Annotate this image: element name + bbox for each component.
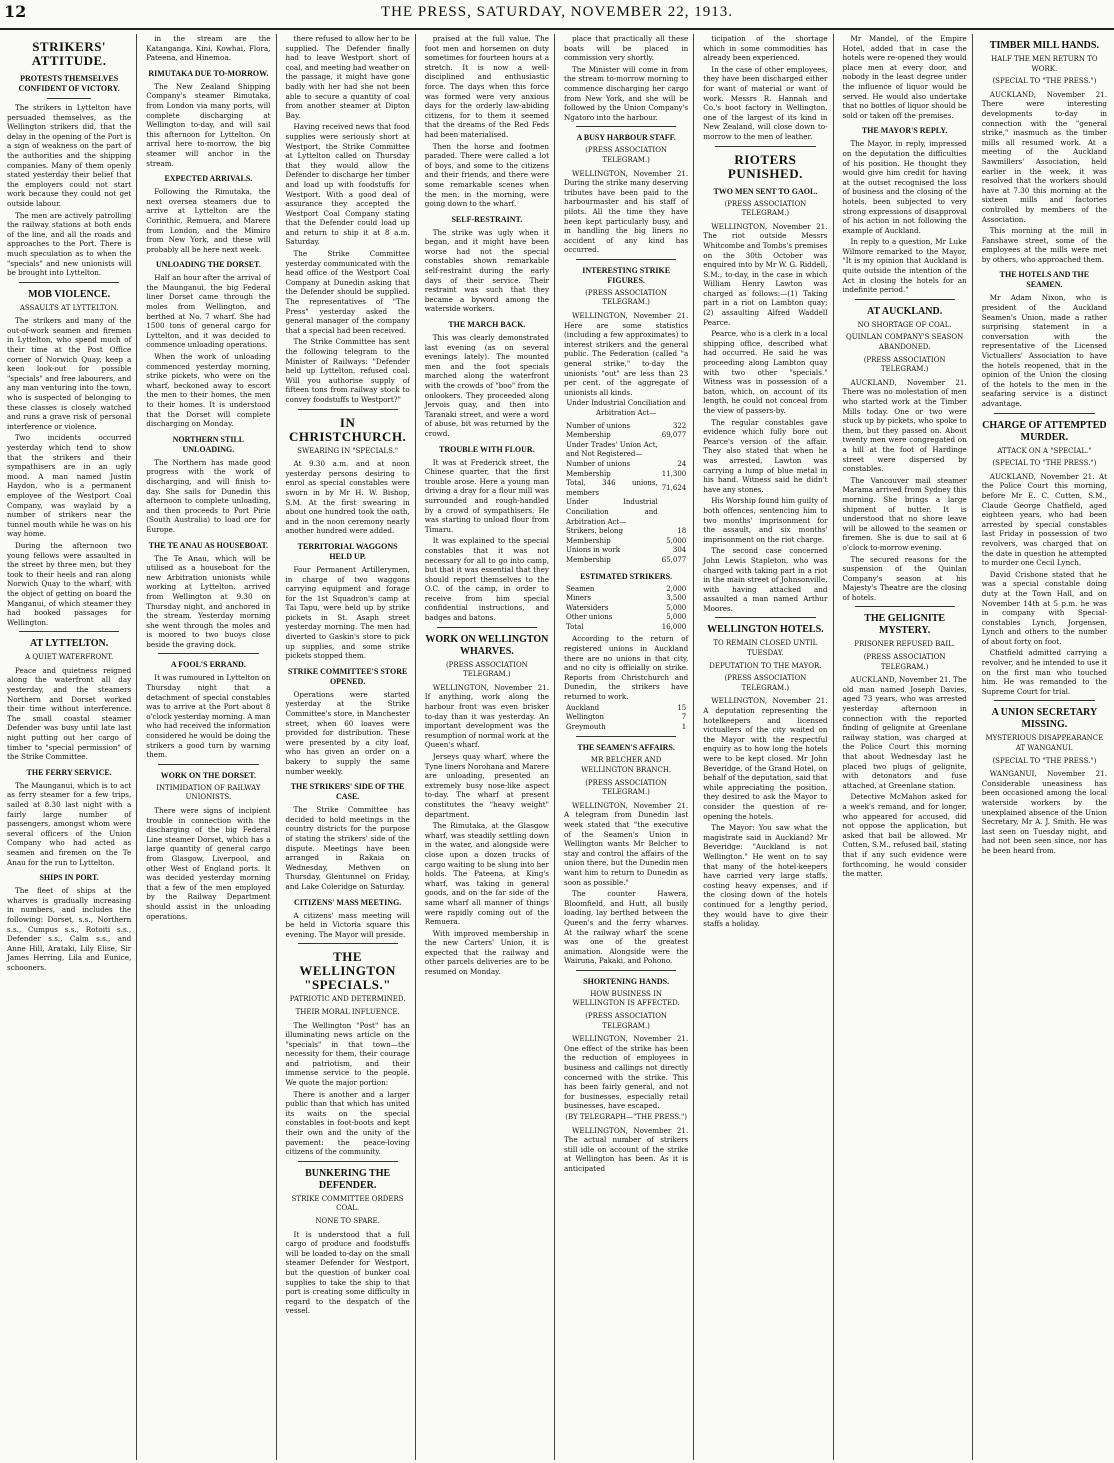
section-heading: CITIZENS' MASS MEETING. [293,897,402,907]
article-paragraph: Two incidents occurred yesterday which tend to show that the strikers and their sympathisers are in an ugly mood. A man named Justin Haydon, who is a permanent employee of the Westport Coal Company, was waylaid by a number of strikers near the tunnel mouth while he was on his way home. [7,433,132,539]
subheadline: SWEARING IN "SPECIALS." [297,446,399,455]
article-paragraph: His Worship found him guilty of both offences, sentencing him to two months' imprisonment for the assault, and six months' imprisonment on the riot charge. [703,496,828,544]
table-row [564,713,688,723]
subheadline: PRISONER REFUSED BAIL. [854,640,955,649]
row-label: Membership [566,536,611,545]
table-row [564,556,688,566]
section-heading: RIMUTAKA DUE TO-MORROW. [148,68,269,78]
article-paragraph: WELLINGTON, November 21. A telegram from Dunedin last week stated that "the executive of the Seamen's Union in Wellington wants Mr Belcher to stay and control the affairs of the union there, but the Dunedin men want him to return to Dunedin as soon as possible." [564,800,689,887]
article-paragraph: The New Zealand Shipping Company's steamer Rimutaka, from London via many ports, will complete discharging at Wellington to-day, and will sail this afternoon for Lyttelton. On arrival here to-morrow, the big steamer will anchor in the stream. [146,81,271,168]
article-paragraph: This morning at the mill in Fanshawe street, some of the employees at the mills were met by others, who approached them. [981,226,1107,264]
article-paragraph: Mr Adam Nixon, who is president of the Auckland Seamen's Union, made a rather surprising statement in a conversation with the representative of the Licensed Victuallers' Association to have the hotels reopened, that in the opinion of the Union the closing of the hotels to the men in the seafaring service is a distinct advantage. [981,293,1107,408]
section-heading: A BUSY HARBOUR STAFF. [576,133,676,143]
row-label: Seamen [566,584,595,593]
row-value: 24 [677,459,687,468]
headline: RIOTERS PUNISHED. [727,151,803,181]
article-paragraph: This was clearly demonstrated last evening (as on several evenings lately). The mounted men and the foot specials marched along the waterfront with the crowds of "boo" from the onlookers. They proceeded along Jervois quay, and then into Taranaki street, and were a word of abuse, bit was returned by the crowd. [424,333,549,438]
subheadline: ASSAULTS AT LYTTELTON. [19,303,119,312]
article-paragraph: The Strike Committee has sent the following telegram to the Minister of Railways: "Defender held up Lyttelton, refused coal. Will you authorise supply of fifteen tons from railway stock to convey foodstuffs to Westport?" [285,337,410,404]
article-paragraph: During the afternoon two young fellows were assaulted in the street by three men, but they took to their heels and ran along Norwich Quay to the wharf, with the object of getting on board the Manganui, of which steamer they had booked passages for Wellington. [7,540,132,627]
column-7 [838,34,973,1460]
article-paragraph: When the work of unloading commenced yesterday morning, strike pickets, who were on the wharf, beckoned away to escort the men to their homes, the men to their homes. It is understood that the Dorset will complete discharging on Monday. [146,352,271,429]
divider [576,259,676,260]
section-heading: THE FERRY SERVICE. [26,767,112,777]
headline: CHARGE OF ATTEMPTED MURDER. [982,419,1107,443]
divider [576,126,676,127]
subheadline: HALF THE MEN RETURN TO WORK. [991,55,1098,73]
page-number: 12 [4,2,27,21]
column-1 [2,34,137,1460]
article-paragraph: The strikers in Lyttelton have persuaded themselves, as the Wellington strikers did, that the delay in the opening of the Port is a sign of weakness on the part of the authorities and the shipping companies. Many of them openly stated yesterday their belief that the employers could not start work because they could not get outside labour. [7,103,132,208]
row-label: Auckland [566,703,600,712]
row-value: 65,077 [661,555,687,564]
article-paragraph: place that practically all these boats will be placed in commission very shortly. [564,34,689,63]
table-row [564,422,688,432]
headline: MOB VIOLENCE. [28,288,111,300]
article-paragraph: At 9.30 a.m. and at noon yesterday persons desiring to enrol as special constables were sworn in by Mr H. W. Bishop, S.M. At the first swearing in about one hundred took the oath, and in the noon ceremony nearly another hundred were added. [285,459,410,536]
byline: (PRESS ASSOCIATION TELEGRAM.) [863,355,946,374]
subheadline: MR BELCHER AND WELLINGTON BRANCH. [581,756,672,774]
row-value: 3,500 [666,594,687,603]
byline: (PRESS ASSOCIATION TELEGRAM.) [585,778,668,797]
article-paragraph: WANGANUI, November 21. Considerable uneasiness has been occasioned among the local waterside workers by the unexplained absence of the Union Secretary, Mr A. J. Smith. He was last seen on Tuesday night, and had not been seen since, nor has he been heard from. [981,769,1107,855]
headline: WORK ON WELLINGTON WHARVES. [425,633,549,657]
strikers-table [564,585,688,633]
row-label: Membership [566,555,611,564]
byline: (PRESS ASSOCIATION TELEGRAM.) [585,1012,668,1030]
row-value: 71,624 [661,483,687,492]
article-paragraph: WELLINGTON, November 21. If anything, work along the harbour front was even brisker to-day than it was yesterday. An important development was the resumption of normal work at the Queen's wharf. [424,682,549,750]
row-label: Under Industrial Conciliation and Arbitration Act— [566,498,658,526]
article-paragraph: Following the Rimutaka, the next oversea steamers due to arrive at Lyttelton are the Corinthic, Remuera, and Marere from London, and the Mimiro from New York, and these will probably all be here next week. [146,187,271,254]
article-paragraph: Operations were started yesterday at the Strike Committee's store, in Manchester street, when 60 loaves were provided for distribution. These were presented by a city loaf, who has given an order on a bakery to supply the same number weekly. [285,689,410,776]
column-2 [141,34,276,1460]
divider [855,299,955,300]
subheadline: QUINLAN COMPANY'S SEASON ABANDONED. [845,333,964,352]
section-heading: STRIKE COMMITTEE'S STORE OPENED. [287,666,408,686]
row-value: 11,300 [661,469,687,478]
section-heading: NORTHERN STILL UNLOADING. [172,434,245,454]
article-paragraph: The strikers and many of the out-of-work seamen and firemen in Lyttelton, who spend much of their time at the Post Office corner of Norwich Quay, keep a keen look-out for possible "specials" and free labourers, and any man venturing into the town, who is suspected of belonging to these classes is closely watched and runs a grave risk of personal interference or violence. [7,316,132,431]
byline: (PRESS ASSOCIATION TELEGRAM.) [585,146,668,164]
columns [2,34,1112,1460]
table-row [564,723,688,733]
article-paragraph: The counter Hawera, Bloomfield, and Hutt, all busily loading, lay berthed between the Queen's and the ferry wharves. At the railway wharf the scene was one of the greatest animation. Alongside were the Wairuna, Pakaki, and Pohono. [564,889,689,966]
row-label: Watersiders [566,603,609,612]
article-paragraph: The strike was ugly when it began, and it might have been worse had not the special constables shown remarkable self-restraint during the early days of their service. Their restraint was such that they became a byword among the waterside workers. [424,227,549,314]
article-paragraph: The Mayor, in reply, impressed on the deputation the difficulties of his position. He thought they would give him credit for having at the outset recognised the loss of business and the closing of the hotels, been subjected to very strong expressions of disapproval of his action in not following the example of Auckland. [842,139,967,235]
divider [994,700,1095,701]
row-label: Strikers, belong [566,527,624,536]
article-paragraph: praised at the full value. The foot men and horsemen on duty sometimes for fourteen hours at a stretch. It is now a well-disciplined and enthusiastic force. The days when this force was formed were very anxious days for the orderly law-abiding citizens, for to them it seemed that the dreams of the Red Feds had been materialised. [424,34,549,139]
row-label: Number of unions [566,421,631,430]
subheadline: DEPUTATION TO THE MAYOR. [709,661,822,670]
divider [715,146,815,147]
row-value [660,441,689,460]
section-heading: INTERESTING STRIKE FIGURES. [582,265,671,285]
divider [576,970,676,971]
column-5 [559,34,694,1460]
headline: WELLINGTON HOTELS. [707,624,824,636]
section-heading: SELF-RESTRAINT. [451,214,523,224]
row-label: Total [566,622,584,631]
row-value: 7 [681,713,687,722]
article-paragraph: The Northern has made good progress with the work of discharging, and will finish to-day. She sails for Dunedin this afternoon to complete unloading, and then proceeds to Port Pirie (South Australia) to load ore for Europe. [146,457,271,534]
article-paragraph: In the case of other employees, they have been discharged either for want of material or want of work. Messrs R. Hannah and Co.'s boot factory in Wellington, one of the largest of its kind in New Zealand, will close down to-morrow to the men of leather. [703,64,828,141]
row-value: 5,000 [666,603,687,612]
table-row [564,704,688,714]
table-row [564,527,688,537]
divider [158,764,258,765]
headline: BUNKERING THE DEFENDER. [305,1167,391,1191]
row-value: 304 [672,546,687,555]
article-paragraph: David Crisbone stated that he was a special constable doing duty at the Town Hall, and on November 14th at 5 p.m. he was in company with Special-constables Lynch, Jorgensen, Lynch and others to the number of about forty on foot. [981,569,1107,646]
headline: THE WELLINGTON "SPECIALS." [299,949,396,993]
divider [298,1161,398,1162]
subheadline: TWO MEN SENT TO GAOL. [713,186,818,196]
row-label: Under Trades' Union Act, and Not Registered— [566,440,658,459]
row-label: Other unions [566,613,613,622]
divider [47,98,91,99]
table-row [564,479,688,498]
cities-table [564,704,688,733]
article-paragraph: It was rumoured in Lyttelton on Thursday night that a detachment of special constables was to arrive at the Port about 8 o'clock yesterday morning. A man who had received the information considered he would be doing the strikers a good turn by warning them. [146,673,271,760]
article-paragraph: there refused to allow her to be supplied. The Defender finally had to leave Westport short of coal, and meeting bad weather on the passage, it might have gone badly with her had she not been able to secure a quantity of coal from another steamer at Dipton Bay. [285,34,410,120]
row-value: 322 [672,421,687,430]
row-value: 15 [677,703,687,712]
subheadline: TO REMAIN CLOSED UNTIL TUESDAY. [713,639,818,658]
article-paragraph: With improved membership in the new Carters' Union, it is expected that the railway and other parcels deliveries are to be resumed on Monday. [424,928,549,977]
article-paragraph: There is another and a larger public than that which has united its waits on the special constables in foot-boots and kept their own and the unity of the pavement: the peace-loving citizens of the community. [285,1089,410,1157]
byline: (SPECIAL TO "THE PRESS.") [992,756,1097,765]
headline: AT AUCKLAND. [867,305,943,317]
article-paragraph: A citizens' mass meeting will be held in Victoria square this evening. The Mayor will preside. [285,910,410,939]
section-heading: SHIPS IN PORT. [39,873,99,883]
section-heading: THE MARCH BACK. [448,320,526,330]
row-label: Wellington [566,713,605,722]
article-paragraph: The secured reasons for the suspension of the Quinlan Company's season at his Majesty's Theatre are the closing of hotels. [842,554,967,602]
article-paragraph: Peace and quietness reigned along the waterfront all day yesterday, and the steamers Northern and Dorset worked their time without interference. The small coastal steamer Defender was busy until late last night putting out her cargo of timber to "special permission" of the Strike Committee. [7,665,132,762]
divider [298,409,398,410]
article-paragraph: Detective McMahon asked for a week's remand, and for longer, who appeared for accused, did not oppose the application, but asked that bail be allowed. Mr Cutten, S.M., refused bail, stating that if any such evidence were forthcoming, he would consider the matter. [842,792,967,879]
section-heading: SHORTENING HANDS. [583,976,670,986]
subheadline: NO SHORTAGE OF COAL. [857,320,952,329]
section-heading: THE HOTELS AND THE SEAMEN. [999,270,1090,290]
subheadline: PATRIOTIC AND DETERMINED. [289,995,406,1004]
article-paragraph: In reply to a question, Mr Luke Wilmore remarked to the Mayor, "It is my opinion that Auckland is quite outside the intention of the Act in closing the hotels for an indefinite period." [842,237,967,295]
headline: TIMBER MILL HANDS. [989,40,1099,51]
table-row [564,546,688,556]
article-paragraph: WELLINGTON, November 21. During the strike many deserving tributes have been paid to the harbourmaster and his staff of pilots. All the time they have been kept particularly busy, and in handling the big liners no accident of any kind has occurred. [564,168,689,255]
section-heading: EXPECTED ARRIVALS. [164,174,253,184]
section-heading: THE STRIKERS' SIDE OF THE CASE. [290,782,405,802]
row-label: Greymouth [566,722,606,731]
section-heading: TROUBLE WITH FLOUR. [439,444,535,454]
divider [994,413,1095,414]
article-paragraph: The Strike Committee has decided to hold meetings in the country districts for the purpose of stating the strikers' side of the dispute. Meetings have been arranged in Rakaia on Wednesday, Methven on Thursday, Glentunnel on Friday, and Lake Coleridge on Saturday. [285,805,410,891]
row-value: 5,000 [666,613,687,622]
table-row [564,623,688,633]
row-label: Membership [566,431,611,440]
article-paragraph: There were signs of incipient trouble in connection with the discharging of the big Federal Line steamer Dorset, which has a large quantity of general cargo from Glasgow, Liverpool, and other West of England ports. It was decided yesterday morning that a few of the men employed by the Railway Department should assist in the unloading operations. [146,806,271,921]
byline: (PRESS ASSOCIATION TELEGRAM.) [585,288,668,307]
row-label: Total, 346 unions, members [566,479,658,497]
table-row [564,460,688,470]
row-value: 5,000 [666,536,687,545]
column-3 [281,34,416,1460]
divider [855,606,955,607]
divider [19,282,119,283]
article-paragraph: AUCKLAND, November 21. There was no molestation of men who started work at the Timber Mills today. One or two were stuck up by pickets, who spoke to them, but they passed on. About twenty men were congregated on a hill at the foot of Hardinge street were dispersed by constables. [842,377,967,474]
row-label: Membership [566,469,611,478]
headline: IN CHRISTCHURCH. [288,414,407,444]
article-paragraph: The Te Anau, which will be utilised as a houseboat for the new Arbitration unionists while working at Lyttelton, arrived from Wellington at 9.30 on Thursday night, and anchored in the stream. Yesterday morning she went through the moles and is moored to two buoys close beside the graving dock. [146,553,271,649]
subheadline: PROTESTS THEMSELVES CONFIDENT OF VICTORY. [18,74,120,93]
divider [19,631,119,632]
article-paragraph: The Strike Committee yesterday communicated with the head office of the Westport Coal Company at Dunedin asking that the Defender should be supplied. The representatives of "The Press" yesterday asked the general manager of the company that a special had been received. [285,249,410,335]
divider [576,736,676,737]
subheadline: ATTACK ON A "SPECIAL." [997,446,1092,455]
row-value: 69,077 [661,431,687,440]
article-paragraph: Mr Mandel, of the Empire Hotel, added that in case the hotels were re-opened they would place men at every door, and nobody in the least degree under the influence of liquor would be served. He would also undertake that no bottles of liquor should be sold or taken off the premises. [842,34,967,120]
subheadline: A QUIET WATERFRONT. [25,653,114,662]
row-value: 16,000 [661,622,687,631]
column-4 [420,34,555,1460]
article-paragraph: AUCKLAND, November 21. The old man named Joseph Davies, aged 73 years, who was arrested yesterday afternoon in connection with the reported finding of gelignite at Greenlane railway station, was charged at the Police Court this morning that about Wednesday last he placed two plugs of gelignite, with detonators and fuse attached, at Greenlane station. [842,675,967,790]
byline: (BY TELEGRAPH—"THE PRESS.") [565,1113,687,1121]
article-paragraph: AUCKLAND, November 21. At the Police Court this morning, before Mr E. C. Cutten, S.M., Claude George Chatfield, aged eighteen years, who had been arrested by special constables last Friday in possession of two revolvers, was charged that on the date in question he attempted to murder one Cecil Lynch. [981,471,1107,568]
section-heading: TERRITORIAL WAGGONS HELD UP. [297,541,398,561]
byline: (SPECIAL TO "THE PRESS.") [992,459,1097,468]
table-row [564,470,688,480]
table-row [564,441,688,460]
article-paragraph: It was at Frederick street, the Chinese quarter, that the first trouble arose. Here a young man driving a dray for a flour mill was surrounded and rough-handled by a crowd of sympathisers. He was starting to unload flour from Timaru. [424,457,549,534]
article-paragraph: WELLINGTON, November 21. The actual number of strikers still idle on account of the strike at Wellington has been. As it is anticipated [564,1125,689,1173]
table-row [564,431,688,441]
article-paragraph: The regular constables gave evidence which fully bore out Pearce's version of the affair. They also stated that when he was arrested, Lawton was carrying a lump of blue metal in his hand. Witness said he didn't have any stones. [703,417,828,494]
article-paragraph: WELLINGTON, November 21. A deputation representing the hotelkeepers and licensed victuallers of the city waited on the Mayor with the respectful enquiry as to how long the hotels were to be kept closed. Mr John Beveridge, of the Grand Hotel, on behalf of the deputation, said that while appreciating the position, they desired to ask the Mayor to consider the question of re-opening the hotels. [703,696,828,821]
article-paragraph: It is understood that a full cargo of produce and foodstuffs will be loaded to-day on the small steamer Defender for Westport, but the question of bunker coal supplies to take the ship to that port is creating some difficulty in regard to the despatch of the vessel. [285,1229,410,1316]
article-paragraph: The Mayor: You saw what the magistrate said in Auckland? Mr Beveridge: "Auckland is not Wellington." He went on to say that many of the hotel-keepers have carried very large staffs, costing heavy expenses, and if the closing down of the hotels continued for a lengthy period, they would have to give their staffs a holiday. [703,823,828,929]
article-paragraph: The Wellington "Post" has an illuminating news article on the "specials" in that town—the necessity for them, their courage and patriotism, and their immense service to the people. We quote the major portion: [285,1020,410,1088]
article-paragraph: WELLINGTON, November 21. Here are some statistics (including a few approximates) to interest strikers and the general public. The Federation (called "a general strike," to-day the unionists "out" are less than 23 per cent. of the aggregate of unionists all kinds. [564,311,689,397]
article-paragraph: ticipation of the shortage which in some commodities has already been experienced. [703,34,828,63]
row-value [660,498,689,527]
byline: (PRESS ASSOCIATION TELEGRAM.) [724,674,807,692]
article-paragraph: The Rimutaka, at the Glasgow wharf, was steadily settling down in the water, and alongside were close upon a dozen trucks of cargo waiting to be slung into her holds. The Pateena, at King's wharf, was taking in general goods, and on the far side of the same wharf all manner of things were rapidly coming out of the Remuera. [424,821,549,927]
table-title: ESTIMATED STRIKERS. [580,571,673,581]
row-value: 2,000 [666,584,687,593]
statistics-table [564,422,688,566]
table-row [564,537,688,547]
row-label: Unions in work [566,546,620,555]
table-row [564,585,688,595]
subheadline: NONE TO SPARE. [315,1217,380,1225]
table-title: Under Industrial Conciliation and Arbitration Act— [566,399,686,417]
article-paragraph: Pearce, who is a clerk in a local shipping office, described what had occurred. He said he was proceeding along Lambton quay with two other "specials." Witness was in possession of a baton, which, on account of its length, he could not conceal from the view of passers-by. [703,329,828,415]
table-row [564,613,688,623]
row-label: Number of unions [566,459,631,468]
article-paragraph: The fleet of ships at the wharves is gradually increasing in numbers, and includes the following: Dorset, s.s., Northern s.s., Cumpus s.s., Rotoiti s.s., Defender s.s., Calm s.s., and Anne Hill, Arataki, Lily Elise, Sir James Herring, Lila and Eunice, schooners. [7,886,132,972]
article-paragraph: Chatfield admitted carrying a revolver, and he intended to use it on the first man who touched him. He was remanded to the Supreme Court for trial. [981,648,1107,696]
article-paragraph: The Minister will come in from the stream to-morrow morning to commence discharging her cargo from New York, and she will be followed by the Union Company's Ngatoro into the harbour. [564,64,689,122]
subheadline: THEIR MORAL INFLUENCE. [295,1007,400,1016]
byline: (PRESS ASSOCIATION TELEGRAM.) [445,660,528,679]
headline: THE GELIGNITE MYSTERY. [864,613,946,637]
section-heading: THE SEAMEN'S AFFAIRS. [577,743,675,753]
subheadline: STRIKE COMMITTEE ORDERS COAL. [291,1194,404,1213]
divider [715,617,815,618]
column-6 [698,34,833,1460]
column-8 [977,34,1112,1460]
row-value: 18 [677,527,687,536]
article-paragraph: Four Permanent Artillerymen, in charge of two waggons carrying equipment and forage for the 1st Squadron's camp at Tai Tapu, were held up by strike pickets in St. Asaph street yesterday morning. The men had diverted to Gaskin's store to pick up supplies, and some strike pickets stopped them. [285,564,410,661]
byline: (SPECIAL TO "THE PRESS.") [992,77,1097,86]
article-paragraph: According to the return of registered unions in Auckland there are no unions in that city, and no city is officially on strike. Reports from Christchurch and Dunedin, the strikers have returned to work. [564,634,689,702]
divider [158,653,258,654]
subheadline: INTIMIDATION OF RAILWAY UNIONISTS. [156,783,261,802]
table-row [564,604,688,614]
article-paragraph: WELLINGTON, November 21. The riot outside Messrs Whitcombe and Tombs's premises on the 30th October was enquired into by Mr W. G. Riddell, S.M., to-day, in the case in which William Henry Lawton was charged as follows:—(1) Taking part in a riot on Lambton quay; (2) assaulting Alfred Waddell Pearce. [703,221,828,327]
section-heading: UNLOADING THE DORSET. [155,260,261,270]
article-paragraph: Having received news that food supplies were seriously short at Westport, the Strike Committee at Lyttelton called on Thursday that they would allow the Defender to discharge her timber and load up with foodstuffs for Westport. With a good deal of assurance they accepted the Westport Coal Company stating that the Defender could load up and return to ship it at 8 a.m. Saturday. [285,122,410,247]
article-paragraph: The second case concerned John Lewis Stapleton, who was charged with taking part in a riot in the main street of Johnsonville, with having attacked and assaulted a man named Arthur Moores. [703,546,828,613]
row-label: Miners [566,594,591,603]
divider [437,627,537,628]
article-paragraph: It was explained to the special constables that it was not necessary for all to go into camp, but that it was essential that they should report themselves to the O.C. of the camp, in order to receive from him special confidential instructions, and badges and batons. [424,536,549,623]
article-paragraph: The Maunganui, which is to act as ferry steamer for a few trips, sailed at 8.30 last night with a fairly large number of passengers, amongst whom were several officers of the Union Company who had acted as seamen and firemen on the Te Anau for the run to Lyttelton. [7,780,132,867]
article-paragraph: AUCKLAND, November 21. There were interesting developments to-day in connection with the "general strike," inasmuch as the timber mills all resumed work. At a meeting of the Auckland Sawmillers' Association, held earlier in the week, it was resolved that the workers should have at 7.30 this morning at the sixteen mills and factories controlled by members of the Association. [981,89,1107,224]
table-row [564,594,688,604]
byline: (PRESS ASSOCIATION TELEGRAM.) [724,199,807,218]
byline: (PRESS ASSOCIATION TELEGRAM.) [863,653,946,671]
section-heading: WORK ON THE DORSET. [160,770,257,780]
article-paragraph: Then the horse and footmen paraded. There were called a lot of boys, and some to the citizens and their friends, and there were some remarkable scenes when the men, in the morning, were going down to the wharf. [424,141,549,209]
article-paragraph: Half an hour after the arrival of the Maunganui, the big Federal liner Dorset came through the moles from Wellington, and berthed at No. 7 wharf. She had 1500 tons of general cargo for Lyttelton, and it was decided to commence unloading operations. [146,273,271,350]
subheadline: MYSTERIOUS DISAPPEARANCE AT WANGANUI. [985,734,1104,753]
table-row [564,498,688,527]
row-value: 1 [681,722,687,731]
article-paragraph: in the stream are the Katanganga, Kini, Kowhai, Flora, Pateena, and Hinemoa. [146,34,271,63]
article-paragraph: The men are actively patrolling the railway stations at both ends of the line, and all the roads and approaches to the Port. There is much speculation as to when the "specials" and new unionists will be brought into Lyttelton. [7,210,132,278]
section-heading: THE TE ANAU AS HOUSEBOAT. [148,540,269,550]
masthead [0,0,1114,30]
section-heading: THE MAYOR'S REPLY. [861,126,948,136]
headline: STRIKERS' ATTITUDE. [31,39,107,68]
article-paragraph: WELLINGTON, November 21. One effect of the strike has been the reduction of employees in business and callings not directly concerned with the strike. This has been fairly general, and not for businesses, especially retail businesses, have escaped. [564,1034,689,1111]
headline: A UNION SECRETARY MISSING. [991,707,1098,731]
subheadline: HOW BUSINESS IN WELLINGTON IS AFFECTED. [572,989,680,1008]
newspaper-title: THE PRESS, SATURDAY, NOVEMBER 22, 1913. [381,4,733,20]
section-heading: A FOOL'S ERRAND. [170,660,246,670]
article-paragraph: The Vancouver mail steamer Marama arrived from Sydney this morning. She brings a large shipment of butter. It is understood that no shore leave will be allowed to the seamen or firemen. She is due to sail at 6 o'clock to-morrow evening. [842,475,967,552]
article-paragraph: Jerseys quay wharf, where the Tyne liners Norohana and Marere are unloading, presented an extremely busy nose-like aspect to-day. The wharf at present constitutes the "heavy weight" department. [424,752,549,819]
divider [298,943,398,944]
headline: AT LYTTELTON. [30,638,109,650]
